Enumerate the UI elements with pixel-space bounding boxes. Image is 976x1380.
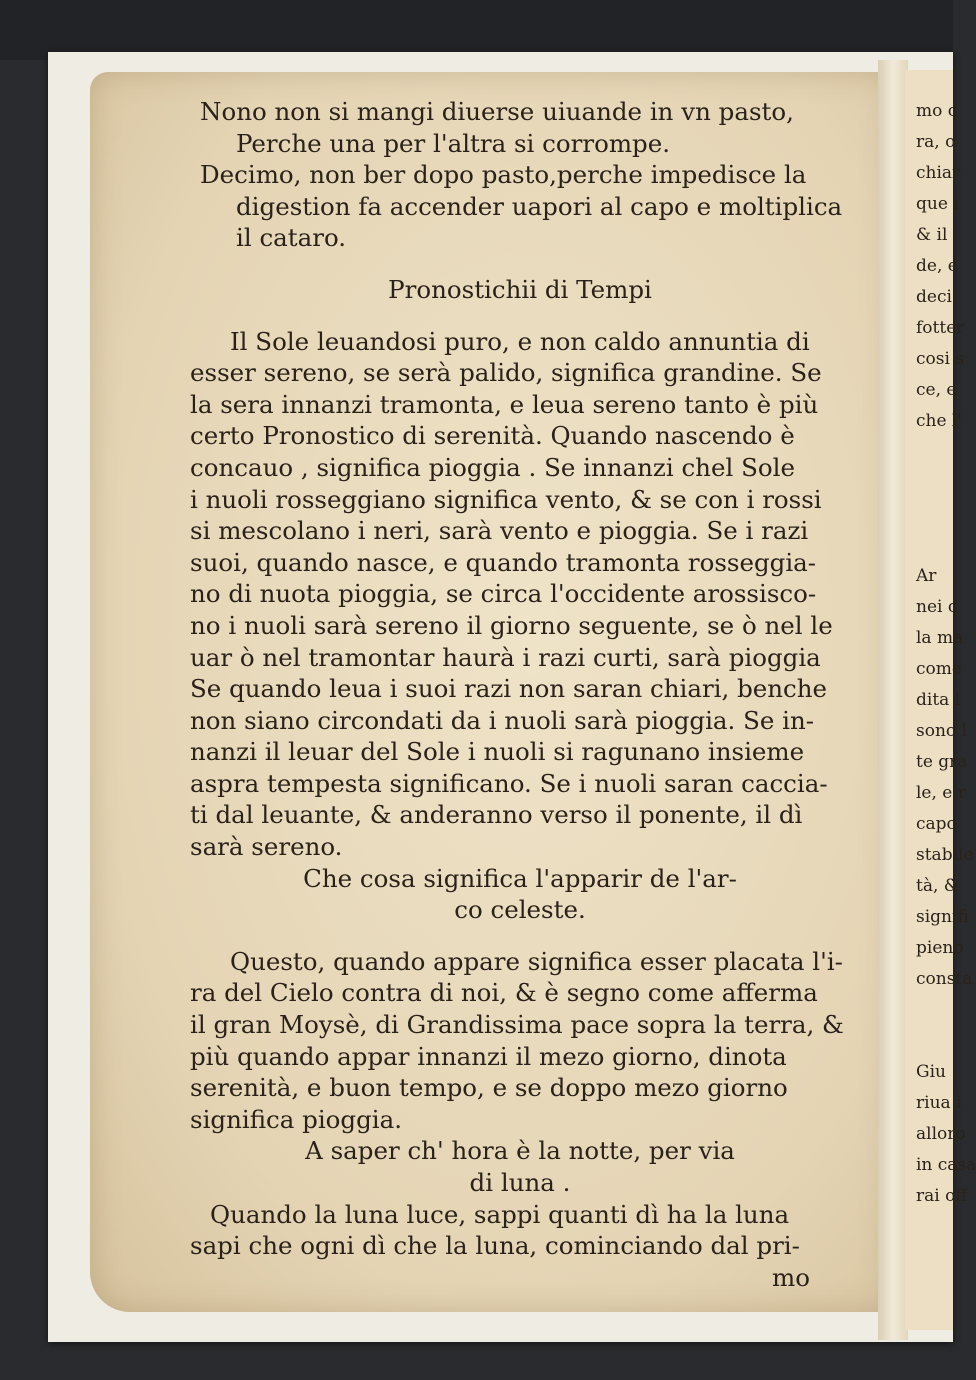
text-line: Questo, quando appare significa esser placata l'i- [230,946,843,976]
text-line: Giu [916,1062,946,1082]
text-line: Se quando leua i suoi razi non saran chiari, benche [190,674,828,704]
text-line [916,499,956,530]
section-heading: co celeste. [454,895,586,925]
right-page-text [916,96,976,1212]
text-line: Decimo, non ber dopo pasto,perche impedisce la [200,160,807,190]
catchword: mo [772,1262,810,1292]
section-heading: Che cosa significa l'apparir de l'ar- [303,863,737,893]
text-line [916,995,956,1026]
text-line: il gran Moysè, di Grandissima pace sopra la terra, & [190,1010,844,1040]
text-line: che l' [916,411,963,431]
text-line [916,530,956,561]
text-line: stabile [916,845,974,865]
text-line: la sera innanzi tramonta, e leua sereno tanto è più [190,389,819,419]
text-line: cosi s [916,349,965,369]
text-line: & il [916,225,948,245]
text-line: chiar [916,163,961,183]
text-line: no i nuoli sarà sereno il giorno seguente, se ò nel le [190,610,833,640]
text-line: come [916,659,962,679]
text-line: i nuoli rosseggiano significa vento, & se con i rossi [190,484,822,514]
text-line: non siano circondati da i nuoli sarà pioggia. Se in- [190,705,815,735]
text-line: capo [916,814,957,834]
text-line: sono l [916,721,967,741]
text-line: aspra tempesta significano. Se i nuoli saran caccia- [190,768,828,798]
text-line: fotter [916,318,965,338]
section-heading: Pronostichii di Tempi [388,274,652,304]
text-line: serenità, e buon tempo, e se doppo mezo giorno [190,1073,788,1103]
text-line: nanzi il leuar del Sole i nuoli si ragunano insieme [190,737,805,767]
text-line: rai off [916,1186,968,1206]
text-line: Il Sole leuandosi puro, e non caldo annuntia di [230,326,810,356]
text-line: nei c [916,597,958,617]
text-line: Nono non si mangi diuerse uiuande in vn pasto, [200,97,794,126]
text-line: ti dal leuante, & anderanno verso il ponente, il dì [190,800,803,830]
text-line: certo Pronostico di serenità. Quando nascendo è [190,421,795,451]
text-line: significa pioggia. [190,1104,403,1134]
text-line: il cataro. [236,223,347,253]
text-line: de, e [916,256,958,276]
text-line: ce, e [916,380,957,400]
text-line: si mescolano i neri, sarà vento e pioggia. Se i razi [190,516,809,546]
page-gutter [878,60,908,1340]
text-line: no di nuota pioggia, se circa l'occidente arossisco- [190,579,817,609]
text-line: dita l [916,690,961,710]
text-line: que i [916,194,959,214]
text-line: concauo , significa pioggia . Se innanzi chel Sole [190,452,795,482]
text-line: Ar [916,566,937,586]
left-page-text [190,96,850,1293]
text-line: sapi che ogni dì che la luna, cominciando dal pri- [190,1231,800,1261]
text-line [916,437,956,468]
text-line: sarà sereno. [190,832,343,862]
text-line: mo c [916,101,958,121]
text-line: tà, & [916,876,959,896]
text-line: la ma [916,628,964,648]
text-line: le, e r [916,783,966,803]
text-line: in casa [916,1155,976,1175]
text-line: consta [916,969,973,989]
text-line: riua i [916,1093,962,1113]
text-line [916,468,956,499]
text-line: esser sereno, se serà palido, significa grandine. Se [190,358,822,388]
text-line: ra, o [916,132,956,152]
text-line: ra del Cielo contra di noi, & è segno come afferma [190,978,818,1008]
text-line: Perche una per l'altra si corrompe. [236,128,671,158]
text-line: uar ò nel tramontar haurà i razi curti, sarà pioggia [190,642,821,672]
text-line: digestion fa accender uapori al capo e moltiplica [236,191,843,221]
text-line: te gra [916,752,968,772]
text-line: pieno [916,938,964,958]
text-line: deci [916,287,952,307]
text-line [916,1026,956,1057]
text-line: alloro [916,1124,966,1144]
section-heading: A saper ch' hora è la notte, per via [305,1136,735,1166]
text-line: più quando appar innanzi il mezo giorno, dinota [190,1041,787,1071]
text-line: signifi [916,907,969,927]
backdrop [0,0,953,60]
text-line: suoi, quando nasce, e quando tramonta rosseggia- [190,547,817,577]
section-heading: di luna . [469,1168,571,1197]
text-line: Quando la luna luce, sappi quanti dì ha la luna [210,1199,790,1229]
